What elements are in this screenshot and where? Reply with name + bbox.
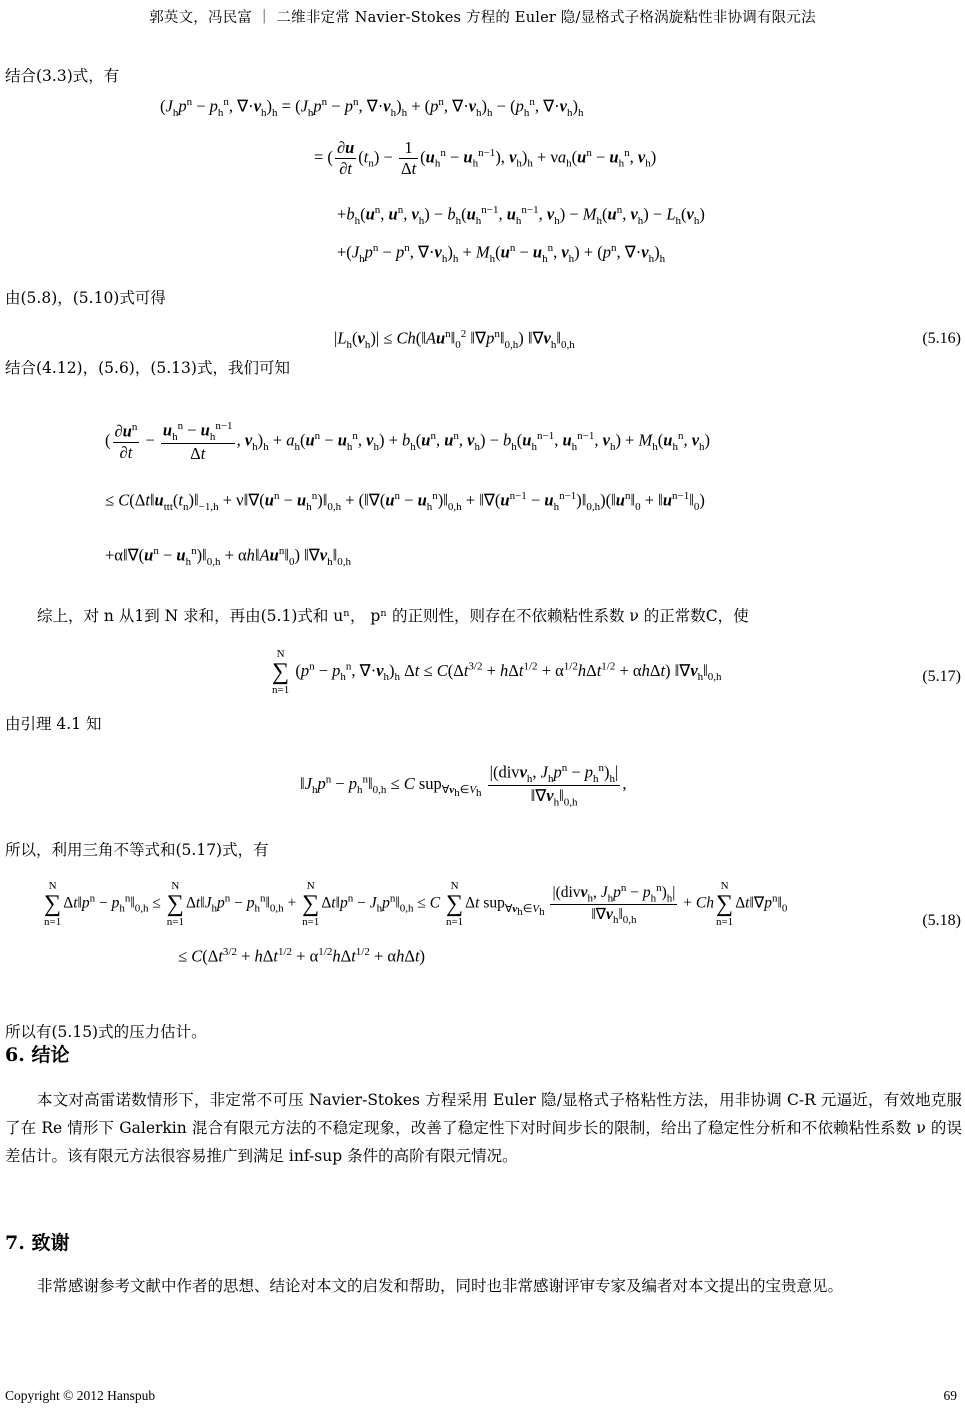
acknowledgement-body: 非常感谢参考文献中作者的思想、结论对本文的启发和帮助，同时也非常感谢评审专家及编者对本文提出的宝贵意见。 — [37, 1277, 844, 1295]
equation-number-517: (5.17) — [922, 668, 961, 685]
triangle-line: 所以，利用三角不等式和(5.17)式，有 — [5, 841, 269, 859]
equation-518-line-2: ≤ $C(\Delta t^{3/2} + h\Delta t^{1/2} + \alpha^{1/2}h\Delta t^{1/2} + \alpha h\Delta t)$ — [178, 946, 426, 966]
lemma-41-line: 由引理 4.1 知 — [5, 715, 102, 733]
equation-estimate-line-2: ≤ $C(\Delta t‖u_{ttt}(t_n)‖_{-1,h}$ + $\nu‖\nabla(u^n$ − $u_h^n)‖_{0,h}$ + ($‖\nabla(u^n$ − $u_h^n)‖_{0,h}$ + $‖\nabla(u^{n-1}$ − $u_h^{n-1})‖_{0,h})(‖u^n‖_0$ + $‖u^{n-1}‖_0$) — [105, 490, 705, 513]
equation-estimate-line-3: $+\alpha‖\nabla(u^n$ − $u_h^n)‖_{0,h}$ + $\alpha h‖Au^n‖_0$) $‖\nabla v_h‖_{0,h}$ — [105, 545, 351, 568]
intro-line: 结合(3.3)式，有 — [5, 67, 120, 85]
equation-estimate-line-1: ( $\frac{\partial u^n}{\partial t}$ − $\frac{u_h^n - u_h^{n-1}}{\Delta t}$ , $v_h)_h + a_h(u^n - u_h^n$, $v_h) + b_h(u^n$, $u^n$, $v_h) - b_h(u_h^{n-1}$, $u_h^{n-1}$, $v_h) + M_h(u_h^n$, $v_h$) — [105, 420, 711, 463]
running-head: 郭英文，冯民富 ｜ 二维非定常 Navier-Stokes 方程的 Euler 隐/显格式子格涡旋粘性非协调有限元法 — [149, 10, 816, 26]
equation-518-line-1: N ∑ $n=1\Delta t‖p^n$ − $p_h^n‖_{0,h} \le N$ ∑ $n=1\Delta t‖J_hp^n$ − $p_h^n‖_{0,h} + N$ ∑ $n=1\Delta t‖p^n$ − $J_hp^n‖_{0,h} \le C$ N ∑ n=1Δt sup$_{\forall v_h\in V_h}$ $\frac{|(divv_h, J_hp^n - p_h^n)_h|}{‖\nabla v_h‖_{0,h}}$ + ChN ∑ $n=1\Delta t‖\nabla p^n‖_0$ — [44, 880, 788, 928]
conclusion-heading: 6. 结论 — [5, 1044, 70, 1066]
acknowledgement-heading: 7. 致谢 — [5, 1232, 70, 1254]
equation-identity-line-3: $+b_h(u^n$, $u^n$, $v_h) - b_h(u_h^{n-1}$, $u_h^{n-1}$, $v_h) - M_h(u^n$, $v_h) - L_h(v_h)$ — [337, 204, 705, 227]
equation-identity-line-2: = ( $\frac{\partial u}{\partial t}$ $(t_n)$ − $\frac{1}{\Delta t}$ $(u_h^n - u_h^{n-1})$, $v_h)_h + \nu a_h(u^n - u_h^n$, $v_h$) — [314, 138, 657, 178]
conclude-line: 所以有(5.15)式的压力估计。 — [5, 1023, 207, 1041]
summary-line: 综上，对 n 从1到 N 求和，再由(5.1)式和 uⁿ， pⁿ 的正则性，则存在不依赖粘性系数 ν 的正常数C，使 — [37, 607, 749, 625]
equation-identity-line-1: ($J_hp^n - p_h^n$, $\nabla\cdot v_h)_h = (J_hp^n - p^n$, $\nabla\cdot v_h)_h + (p^n$, $\nabla\cdot v_h)_h - (p_h^n$, $\nabla\cdot v_h)_h$ — [160, 96, 584, 119]
footer-page-number: 69 — [943, 1388, 957, 1403]
combine-412-line: 结合(4.12)，(5.6)，(5.13)式，我们可知 — [5, 359, 290, 377]
equation-517: N ∑ n=1 ($p^n - p_h^n$, $\nabla\cdot v_h)_h$ $\Delta t \le C(\Delta t^{3/2} + h\Delta t^{1/2} + \alpha^{1/2}h\Delta t^{1/2} + \alpha h\Delta t)$ $‖\nabla v_h‖_{0,h}$ — [272, 648, 722, 696]
footer-copyright: Copyright © 2012 Hanspub — [5, 1388, 156, 1403]
equation-516: $|L_h(v_h)|$ ≤ $Ch(‖Au^n‖_0^2$ $‖\nabla p^n‖_{0,h}$) $‖\nabla v_h‖_{0,h}$ — [334, 328, 575, 351]
equation-identity-line-4: $+(J_hp^n - p^n$, $\nabla\cdot v_h)_h + M_h(u^n - u_h^n$, $v_h) + (p^n$, $\nabla\cdot v_h)_h$ — [337, 242, 666, 265]
equation-number-516: (5.16) — [922, 330, 961, 347]
equation-inf-sup: $‖J_hp^n$ − $p_h^n‖_{0,h} \le C$ sup$_{\forall v_h\in V_h}$ $\frac{|(divv_h, J_hp^n - p_h^n)_h|}{‖\nabla v_h‖_{0,h}}$ , — [300, 762, 627, 809]
from-58-line: 由(5.8)，(5.10)式可得 — [5, 289, 166, 307]
equation-number-518: (5.18) — [922, 912, 961, 929]
conclusion-body: 本文对高雷诺数情形下，非定常不可压 Navier-Stokes 方程采用 Euler 隐/显格式子格粘性方法，用非协调 C-R 元逼近，有效地克服了在 Re 情形下 Galerkin 混合有限元方法的不稳定现象，改善了稳定性下对时间步长的限制，给出了稳定性分析和不依赖粘性系数 ν 的误差估计。该有限元方法很容易推广到满足 inf-sup 条件的高阶有限元情况。 — [5, 1091, 962, 1165]
